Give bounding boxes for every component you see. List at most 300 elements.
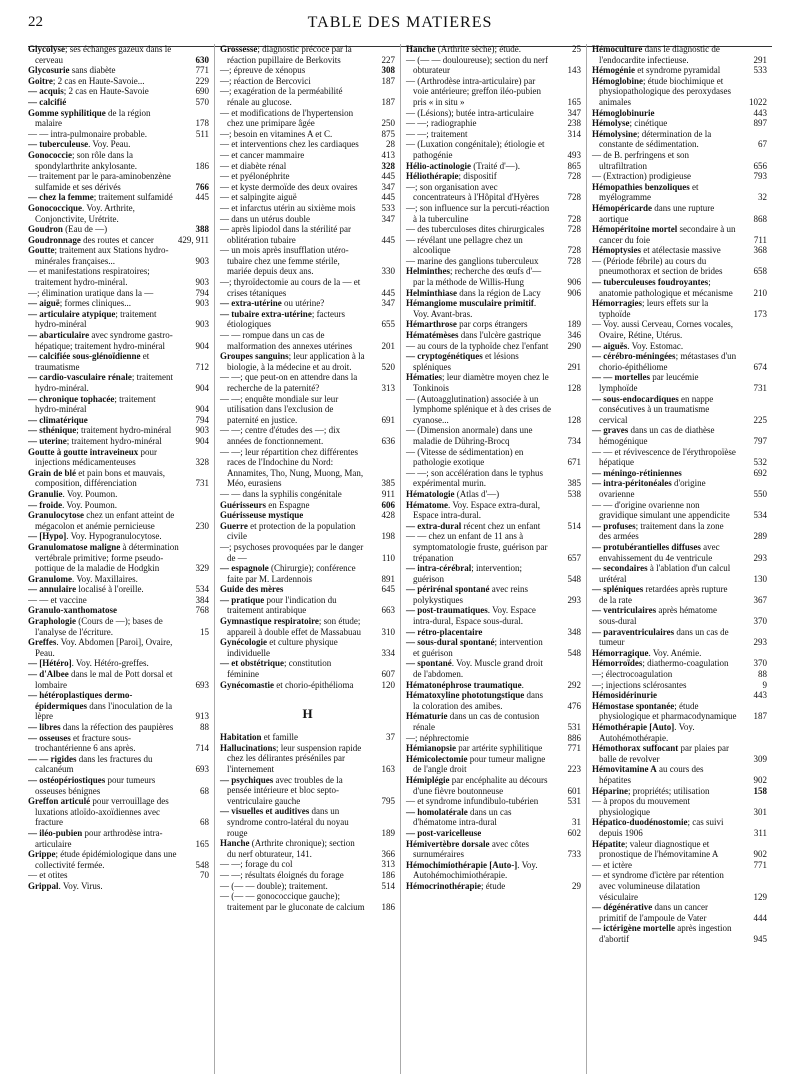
entry-text: — —; forage du col [220, 859, 293, 870]
index-entry [28, 171, 209, 192]
entry-text: —; néphrectomie [406, 732, 469, 743]
entry-text: pour arthrodèse intra-articulaire [35, 827, 163, 849]
index-entry [28, 330, 209, 351]
page-ref: 645 [381, 584, 395, 595]
index-entry [28, 394, 209, 415]
index-entry [592, 627, 767, 648]
index-entry [220, 521, 395, 542]
page-ref: 347 [381, 298, 395, 309]
entry-text: ; diathermo-coagulation [642, 658, 729, 669]
entry-text: — — rompue dans un cas de malformation des annexes utérines [220, 330, 353, 351]
page-header [0, 10, 800, 38]
page-ref: 388 [195, 224, 209, 235]
page-ref: 903 [195, 255, 209, 266]
index-entry [406, 468, 581, 489]
entry-text: avec côtes surnuméraires [413, 838, 530, 860]
index-entry [406, 775, 581, 796]
index-entry [406, 690, 581, 711]
index-entry [592, 870, 767, 902]
index-entry [406, 860, 581, 881]
entry-heading: Hémoptysies [592, 245, 641, 256]
page-ref: 656 [753, 160, 767, 171]
page-ref: 201 [381, 340, 395, 351]
entry-heading: — cérébro-méningées [592, 351, 676, 362]
entry-text: et chorio-épithélioma [274, 679, 354, 690]
index-entry [592, 44, 767, 65]
entry-text: récent chez un enfant [461, 520, 541, 531]
entry-text: dans un syndrome contro-latéral du noyau rouge [227, 806, 349, 838]
index-entry [220, 595, 395, 616]
index-entry [28, 245, 209, 266]
entry-heading: Hématome [406, 499, 448, 510]
entry-heading: — tubaire extra-utérine [220, 308, 312, 319]
page-ref: 445 [381, 234, 395, 245]
index-entry [406, 447, 581, 468]
page-ref: 347 [567, 107, 581, 118]
index-entry [406, 627, 581, 638]
page-ref: 143 [567, 65, 581, 76]
entry-text: —; son influence sur la percuti-réaction à la tuberculine [406, 202, 550, 224]
entry-heading: Goitre [28, 75, 53, 86]
entry-heading: — paraventriculaires [592, 626, 675, 637]
page-ref: 904 [195, 404, 209, 415]
entry-text: ; formes cliniques... [59, 298, 132, 309]
entry-heading: Habitation [220, 732, 262, 743]
index-entry [406, 881, 581, 892]
section-letter: H [302, 706, 313, 722]
page-ref: 693 [195, 679, 209, 690]
index-entry [406, 330, 581, 341]
entry-heading: Hanche [220, 838, 250, 849]
index-entry [406, 658, 581, 679]
entry-heading: — périrénal spontané [406, 584, 490, 595]
page-ref: 443 [753, 690, 767, 701]
entry-heading: — pratique [220, 594, 265, 605]
index-entry [592, 394, 767, 426]
entry-heading: — — rigides [28, 753, 77, 764]
page-ref: 728 [567, 171, 581, 182]
entry-heading: Hémoculture [592, 44, 643, 54]
page-ref: 230 [195, 520, 209, 531]
index-entry [220, 425, 395, 446]
entry-heading: — [Hétéro] [28, 658, 72, 669]
entry-text: de la région malaire [35, 107, 151, 129]
index-entry [28, 235, 209, 246]
entry-text: . Voy. Poumon. [62, 499, 117, 510]
entry-heading: Hémangiome musculaire primitif [406, 298, 534, 309]
entry-heading: Hémoglobine [592, 75, 643, 86]
index-entry [220, 881, 395, 892]
page-ref: 88 [200, 722, 209, 732]
page-ref: 186 [195, 160, 209, 171]
page-ref: 886 [567, 732, 581, 743]
index-entry [592, 584, 767, 605]
page-ref: 445 [381, 192, 395, 203]
entry-heading: Gynécologie [220, 637, 267, 648]
entry-text: — et syndrome d'ictère par rétention avec volumineuse dilatation vésiculaire [592, 870, 724, 902]
index-entry [592, 447, 767, 468]
entry-heading: Hémianopsie [406, 743, 457, 754]
index-entry [28, 298, 209, 309]
entry-text: . Voy. Peau. [88, 139, 131, 150]
page-ref: 366 [381, 848, 395, 859]
entry-heading: — dégénérative [592, 902, 653, 913]
index-entry [406, 500, 581, 521]
index-entry [220, 447, 395, 489]
entry-heading: — protubérantielles diffuses [592, 541, 701, 552]
index-entry [28, 44, 209, 65]
page-ref: 313 [381, 383, 395, 393]
entry-text: et famille [261, 732, 298, 743]
index-column [28, 44, 214, 1074]
page-ref: 308 [381, 65, 395, 76]
entry-heading: — tuberculeuse [28, 139, 89, 150]
entry-text: ; son étude; appareil à double effet de Massabuau [227, 616, 362, 637]
page-ref: 210 [753, 287, 767, 298]
entry-text: — (Extraction) prodigieuse [592, 171, 691, 182]
page-ref: 945 [753, 933, 767, 944]
entry-heading: Greffes [28, 637, 57, 648]
page-ref: 32 [758, 192, 767, 203]
page-ref: 548 [195, 859, 209, 870]
page-ref: 903 [195, 298, 209, 309]
page-ref: 165 [567, 96, 581, 107]
index-entry [220, 542, 395, 563]
entry-text: — et diabète rénal [220, 160, 287, 171]
index-entry [28, 500, 209, 511]
page-ref: 865 [567, 160, 581, 171]
page-ref: 445 [195, 192, 209, 203]
index-entry [220, 86, 395, 107]
entry-text: ; traitement hydro-minéral [35, 393, 156, 415]
entry-text: — (— — douloureuse); section du nerf obturateur [406, 54, 548, 76]
entry-heading: Hémivertèbre dorsale [406, 838, 490, 849]
entry-text: — et pyélonéphrite [220, 171, 290, 182]
index-entry [28, 796, 209, 828]
index-entry [28, 510, 209, 531]
entry-heading: Goutte à goutte intraveineux [28, 446, 139, 457]
index-entry [220, 616, 395, 637]
entry-text: — (Lésions); butée intra-articulaire [406, 107, 534, 118]
page-ref: 533 [753, 65, 767, 76]
index-entry [220, 372, 395, 393]
page-ref: 9 [762, 679, 767, 690]
page-ref: 771 [567, 743, 581, 754]
index-entry [592, 839, 767, 860]
entry-heading: Grain de blé [28, 467, 77, 478]
page-ref: 891 [381, 573, 395, 584]
page-ref: 728 [567, 213, 581, 224]
index-entry [406, 743, 581, 754]
page-ref: 548 [567, 573, 581, 584]
index-entry [592, 65, 767, 76]
page-ref: 655 [381, 319, 395, 330]
index-entry [592, 764, 767, 785]
page-ref: 868 [753, 213, 767, 224]
index-entry [406, 139, 581, 160]
entry-heading: — extra-dural [406, 520, 462, 531]
index-entry [220, 298, 395, 309]
entry-text: . Voy. Estomac. [627, 340, 684, 351]
entry-text: retardées après rupture de la rate [599, 584, 728, 605]
page-ref: 88 [758, 669, 767, 680]
entry-heading: Granulomatose maligne [28, 541, 121, 552]
index-entry [220, 171, 395, 182]
page-ref: 671 [567, 457, 581, 468]
index-entry [28, 436, 209, 447]
entry-heading: — ictérigène mortelle [592, 923, 675, 934]
entry-text: et lésions spléniques [413, 351, 519, 372]
index-entry [28, 733, 209, 754]
entry-text: ; ses échanges gazeux dans le cerveau [35, 44, 172, 65]
entry-text: . Voy. Espace intra-dural, Espace sous-dural. [413, 605, 536, 627]
entry-text: ; leurs effets sur la typhoïde [599, 298, 709, 319]
entry-heading: — calcifié [28, 96, 67, 107]
index-entry [592, 542, 767, 563]
entry-text: — des tuberculoses dites chirurgicales [406, 224, 545, 235]
entry-heading: Gonococcique [28, 202, 82, 213]
page-ref: 165 [195, 838, 209, 849]
index-entry [406, 171, 581, 182]
index-entry [592, 224, 767, 245]
entry-text: ; traitement dans la zone des armées [599, 520, 724, 542]
page-ref: 173 [753, 308, 767, 319]
entry-heading: Groupes sanguins [220, 351, 289, 362]
page-ref: 534 [753, 510, 767, 521]
page-ref: 794 [195, 414, 209, 425]
page-ref: 70 [200, 870, 209, 881]
page-ref: 904 [195, 383, 209, 393]
entry-text: — —; centre d'études des —; dix années de fonctionnement. [220, 425, 341, 446]
entry-heading: Hématurie [406, 711, 448, 722]
page-ref: 428 [381, 510, 395, 521]
entry-heading: — sous-endocardiques [592, 393, 679, 404]
entry-text: — et infarctus utérin au sixième mois [220, 202, 356, 213]
index-entry [28, 447, 209, 468]
entry-text: ; 2 cas en Haute-Savoie... [52, 75, 145, 86]
index-entry [220, 838, 395, 859]
page-ref: 110 [381, 552, 395, 563]
index-entry [406, 605, 581, 626]
index-entry [28, 849, 209, 870]
index-entry [220, 775, 395, 807]
page-ref: 334 [381, 647, 395, 658]
page-ref: 728 [567, 245, 581, 256]
entry-heading: Hanche [406, 44, 436, 54]
entry-heading: Hémicolectomie [406, 753, 468, 764]
entry-heading: Hémopéricarde [592, 202, 652, 213]
entry-heading: — aiguës [592, 340, 628, 351]
entry-heading: — extra-utérine [220, 298, 282, 309]
index-entry [592, 341, 767, 352]
entry-heading: Grippe [28, 849, 56, 860]
index-entry [406, 182, 581, 203]
index-entry [592, 563, 767, 584]
page-ref: 347 [381, 213, 395, 224]
entry-heading: Hépatico-duodénostomie [592, 817, 688, 828]
entry-text: — — d'origine ovarienne non gravidique simulant une appendicite [592, 499, 730, 521]
index-entry [592, 478, 767, 499]
entry-text: — — et révivescence de l'érythropoïèse hépatique [592, 446, 736, 468]
entry-heading: — psychiques [220, 774, 274, 785]
index-entry [220, 214, 395, 225]
index-entry [592, 108, 767, 119]
entry-heading: — ventriculaires [592, 605, 657, 616]
page-ref: 903 [195, 277, 209, 288]
index-entry [406, 108, 581, 119]
index-entry [406, 531, 581, 563]
entry-text: dans un cas de diathèse hémogénique [599, 425, 715, 446]
page-ref: 293 [567, 594, 581, 605]
page-ref: 291 [567, 361, 581, 372]
entry-text: pour injections médicamenteuses [35, 446, 157, 468]
entry-text: par artérite syphilitique [456, 743, 543, 754]
index-entry [220, 584, 395, 595]
page-ref: 712 [195, 361, 209, 372]
index-entry [406, 711, 581, 732]
index-entry [220, 245, 395, 277]
index-entry [28, 531, 209, 542]
page-ref: 602 [567, 827, 581, 838]
entry-text: — Voy. aussi Cerveau, Cornes vocales, Ovaire, Rétine, Utérus. [592, 319, 734, 341]
entry-text: ; leur application à la biologie, à la médecine et au droit. [227, 351, 365, 372]
entry-heading: Hémopéritoine mortel [592, 224, 678, 235]
entry-text: et syndrome pyramidal [635, 65, 721, 76]
entry-heading: Gonococcie [28, 149, 72, 160]
entry-text: et myélogramme [599, 181, 699, 203]
entry-text: — (Dimension anormale) dans une maladie de Dühring-Brocq [406, 425, 533, 446]
entry-text: chez un enfant atteint de mégacolon et anémie pernicieuse [35, 510, 175, 531]
page-ref: 189 [567, 319, 581, 330]
index-entry [220, 891, 395, 912]
entry-text: ; cas suivi depuis 1906 [599, 817, 724, 838]
page-ref: 520 [381, 361, 395, 372]
entry-text: —; son organisation avec concentrateurs à l'Hôpital d'Hyères [406, 181, 539, 203]
index-entry [592, 817, 767, 838]
index-entry [28, 870, 209, 881]
entry-heading: — rétro-placentaire [406, 626, 483, 637]
index-entry [592, 701, 767, 722]
entry-text: dans la coloration des amibes. [413, 690, 544, 711]
index-entry [406, 319, 581, 330]
page-ref: 25 [572, 44, 581, 54]
page-ref: 309 [753, 753, 767, 764]
page-ref: 310 [381, 626, 395, 637]
page-ref: 630 [195, 54, 209, 65]
entry-text: ; traitement hydro-minéral [35, 308, 157, 330]
page-ref: 385 [381, 478, 395, 489]
page-ref: 875 [381, 128, 395, 139]
page-ref: 658 [753, 266, 767, 277]
index-entry [220, 330, 395, 351]
entry-text: — — chez un enfant de 11 ans à symptomatologie fruste, guérison par trépanation [406, 531, 548, 563]
index-entry [406, 288, 581, 299]
entry-heading: Hémolyse [592, 118, 630, 129]
index-entry [28, 584, 209, 595]
entry-text: ; métastases d'un chorio-épithéliome [599, 351, 737, 372]
page-ref: 187 [381, 75, 395, 86]
entry-text: pour tumeurs osseuses bénignes [35, 774, 156, 796]
index-entry [28, 468, 209, 489]
index-entry [28, 86, 209, 97]
index-entry [220, 870, 395, 881]
entry-text: — au cours de la typhoïde chez l'enfant [406, 340, 549, 351]
page-ref: 120 [381, 679, 395, 690]
index-entry [220, 658, 395, 679]
index-entry [28, 690, 209, 722]
entry-heading: — post-traumatiques [406, 605, 488, 616]
entry-heading: Granulo-xanthomatose [28, 605, 118, 616]
entry-heading: — ostéopériostiques [28, 774, 106, 785]
entry-text: dans la région de Lacy [457, 287, 541, 298]
entry-heading: Hémochimiothérapie [Auto-] [406, 859, 518, 870]
entry-text: après ingestion d'abortif [599, 923, 732, 944]
index-entry [220, 859, 395, 870]
page-ref: 346 [567, 330, 581, 341]
page-ref: 531 [567, 796, 581, 807]
entry-text: avec syndrome gastro-hépatique; traitement hydro-minéral [35, 330, 173, 351]
index-entry [592, 182, 767, 203]
entry-heading: — iléo-pubien [28, 827, 83, 838]
entry-text: avec troubles de la pensée intérieure et bloc septo-ventriculaire gauche [227, 774, 343, 806]
page-ref: 902 [753, 849, 767, 860]
entry-text: des routes et cancer [80, 234, 154, 245]
entry-text: par corps étrangers [456, 319, 528, 330]
index-entry [28, 881, 209, 892]
entry-text: — — intra-pulmonaire probable. [28, 128, 147, 139]
index-entry [592, 150, 767, 171]
page-ref: 429, 911 [177, 234, 209, 245]
entry-text: dans une rupture aortique [599, 202, 715, 224]
entry-text: ; facteurs étiologiques [227, 308, 346, 330]
entry-text: —; thyroïdectomie au cours de la — et crises tétaniques [220, 277, 361, 298]
page-ref: 328 [381, 160, 395, 171]
page-ref: 793 [753, 171, 767, 182]
entry-heading: Héparine [592, 785, 628, 796]
index-entry [220, 108, 395, 129]
entry-heading: Grossesse [220, 44, 258, 54]
entry-text: —; psychoses provoquées par le danger de — [220, 541, 364, 563]
entry-heading: Gymnastique respiratoire [220, 616, 319, 627]
page-ref: 223 [567, 764, 581, 775]
page-ref: 794 [195, 287, 209, 298]
index-entry [406, 521, 581, 532]
index-entry [28, 288, 209, 299]
page-ref: 731 [195, 478, 209, 489]
entry-heading: Hémorragique [592, 647, 649, 658]
page-ref: 129 [753, 891, 767, 902]
index-entry [592, 680, 767, 691]
entry-text: . Voy. Avant-bras. [413, 298, 537, 319]
entry-text: pour verrouillage des luxations atloïdo-axoïdiennes avec fracture [35, 796, 169, 828]
page-ref: 31 [572, 817, 581, 828]
index-entry [28, 266, 209, 287]
index-entry [406, 584, 581, 605]
entry-text: ou utérine? [281, 298, 325, 309]
entry-heading: Hémorragies [592, 298, 642, 309]
entry-text: — —; enquête mondiale sur leur utilisation dans l'exclusion de paternité en justice. [220, 393, 339, 425]
entry-text: ; son rôle dans la spondylarthrite ankylosante. [35, 149, 137, 171]
index-entry [220, 224, 395, 245]
entry-text: ; propriétés; utilisation [628, 785, 710, 796]
index-entry [592, 902, 767, 923]
entry-text: et pain bons et mauvais, composition, différenciation [35, 467, 165, 489]
entry-text: . Voy. Virus. [58, 880, 103, 891]
entry-heading: — froide [28, 499, 63, 510]
entry-text: ; anatomie pathologique et mécanisme [599, 277, 733, 298]
entry-heading: Grippal [28, 880, 59, 891]
page-ref: 693 [195, 764, 209, 775]
